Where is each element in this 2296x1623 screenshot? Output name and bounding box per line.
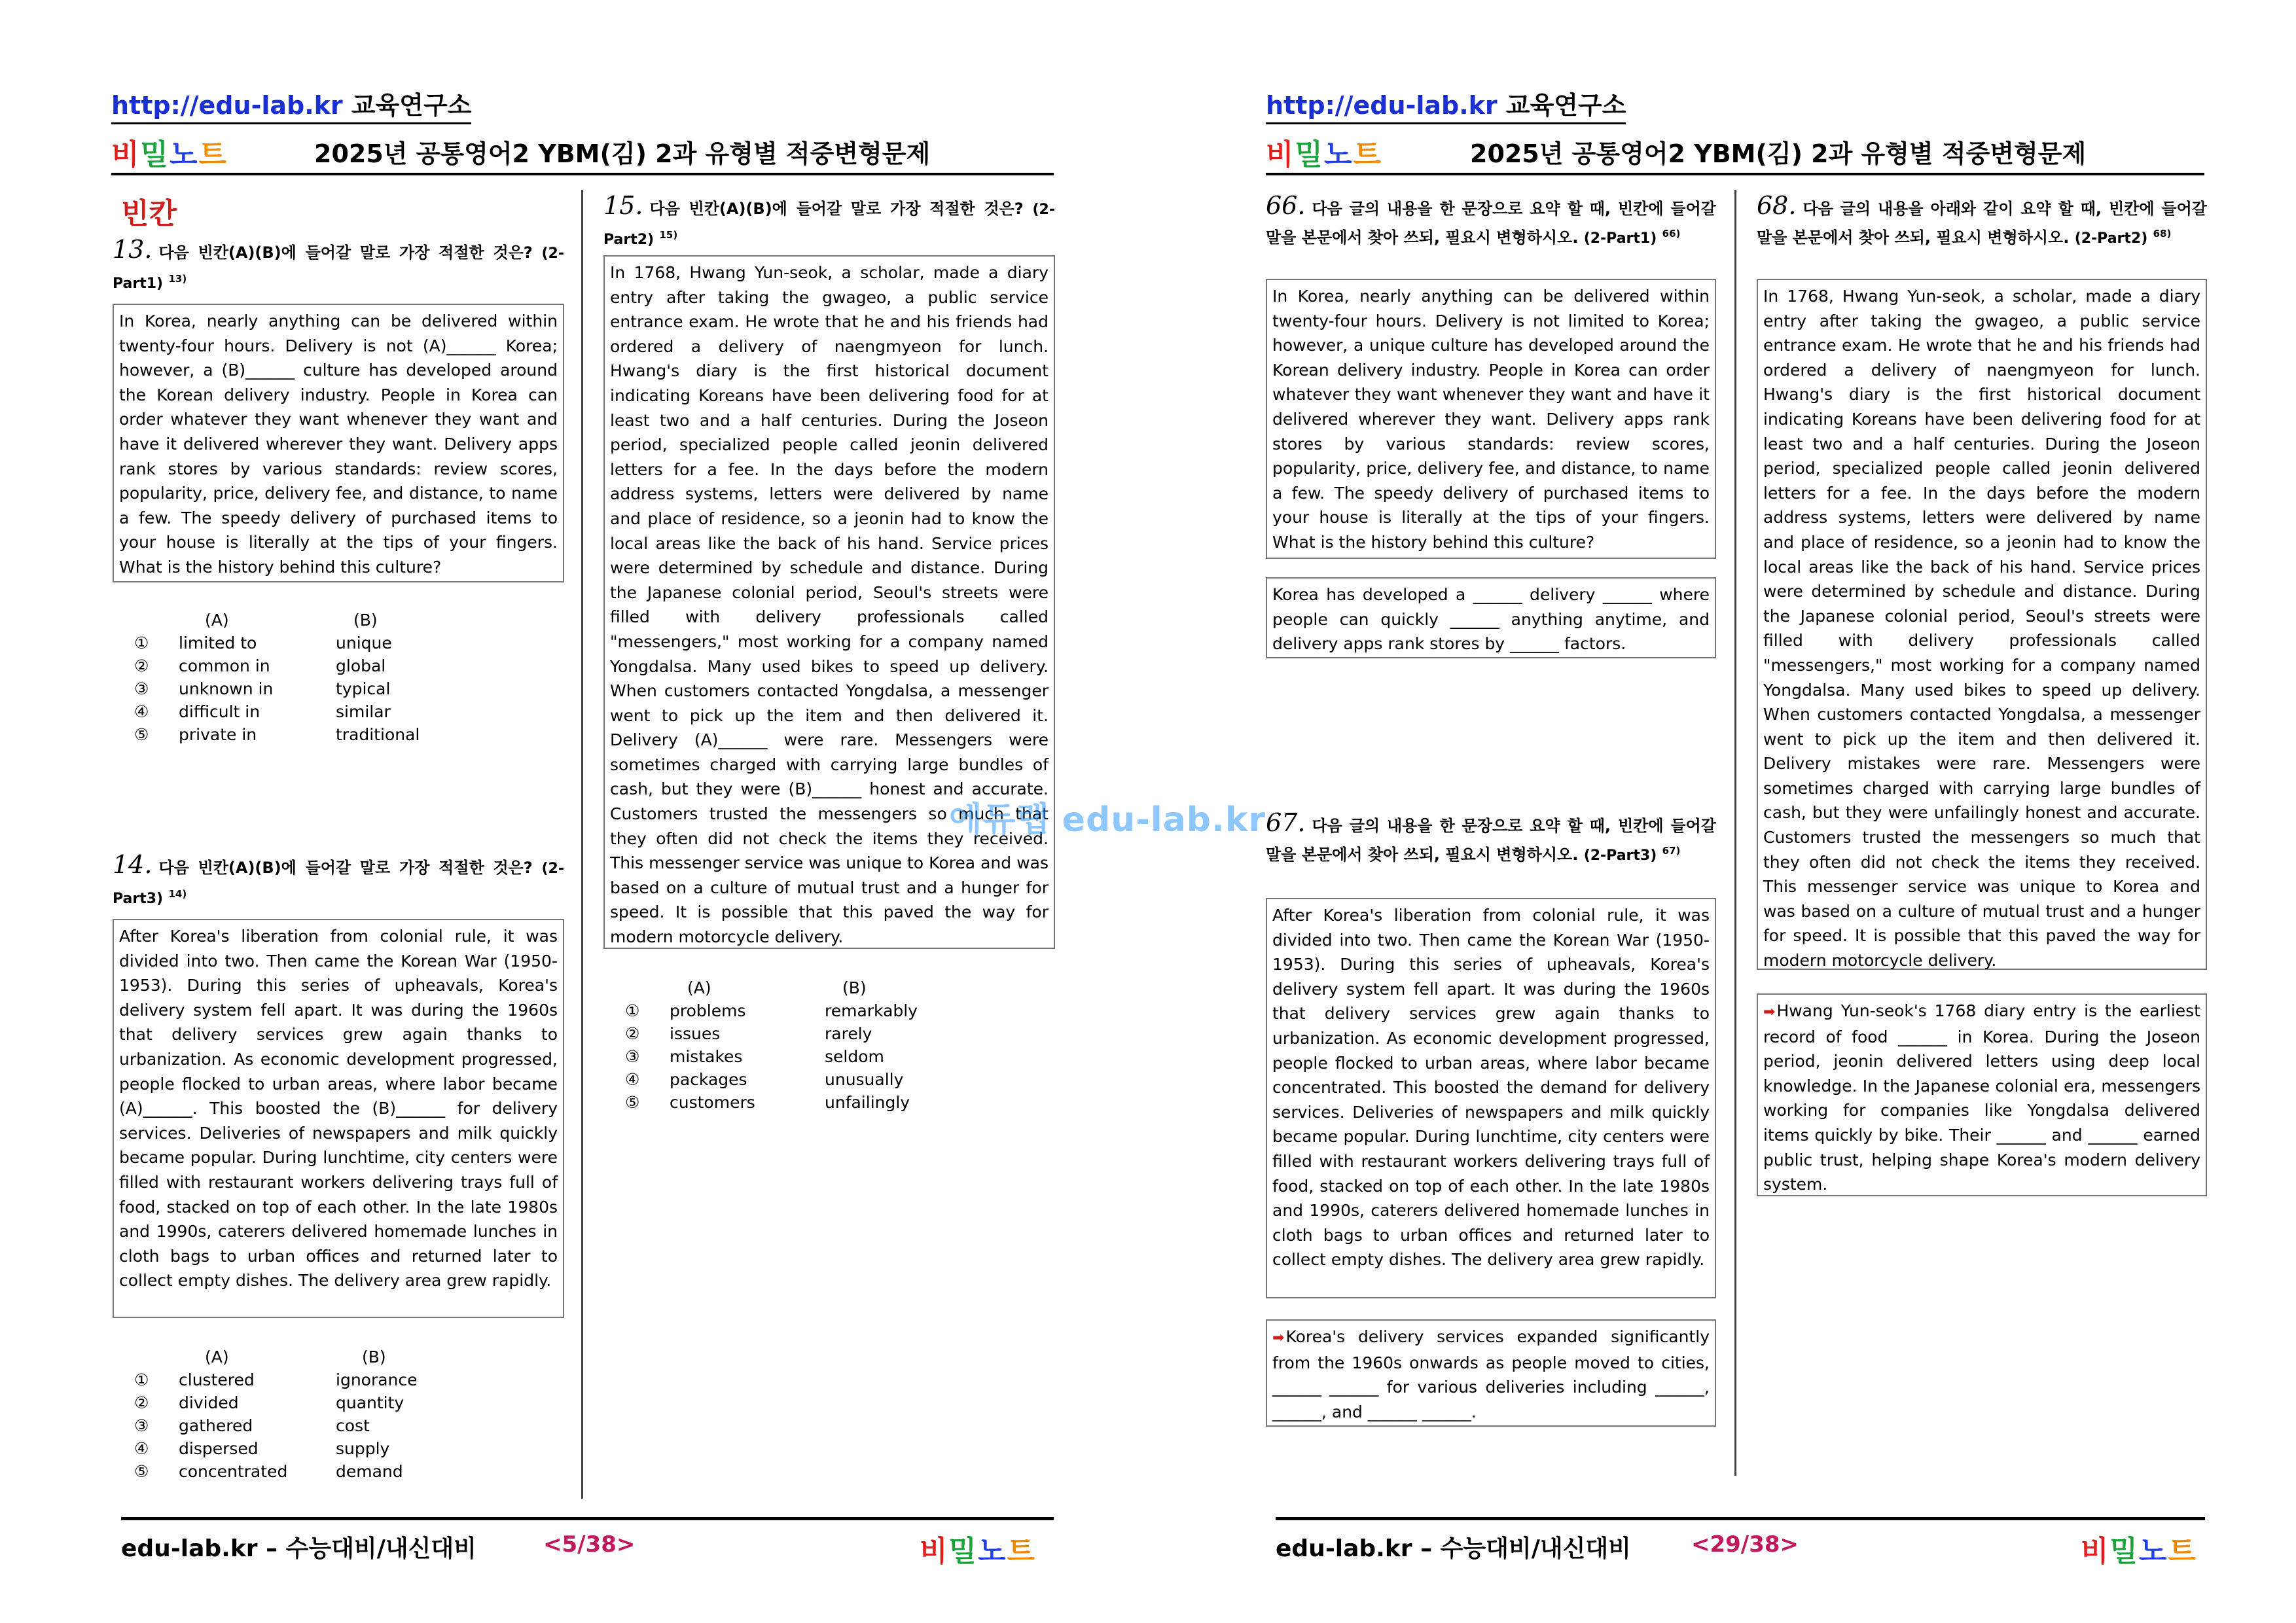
choice-marker[interactable]: ⑤ [134,725,149,744]
choice-option[interactable] [134,1414,527,1437]
column-divider [581,190,583,1499]
brand-char: 비 [111,138,141,171]
choice-header-a: (A) [687,978,711,997]
choice-marker[interactable]: ⑤ [625,1093,640,1112]
question-68-heading [1757,193,2207,251]
header-link[interactable] [1266,85,1626,124]
choice-b: typical [336,679,391,698]
page-number: <29/38> [1691,1531,1799,1558]
header-url-suffix: 교육연구소 [351,91,472,120]
choice-b: supply [336,1439,390,1458]
choice-marker[interactable]: ⑤ [134,1462,149,1481]
header-title: 2025년 공통영어2 YBM(김) 2과 유형별 적중변형문제 [314,139,931,168]
choice-a: difficult in [179,702,260,721]
choice-a: issues [670,1024,721,1043]
footnote-ref: 68) [2153,228,2172,240]
question-prompt: 다음 글의 내용을 한 문장으로 요약 할 때, 빈칸에 들어갈 말을 본문에서 찾아 쓰되, 필요시 변형하시오. [1266,200,1716,247]
page-number: <5/38> [543,1531,636,1558]
question-source: (2-Part3) [113,861,564,907]
question-source: (2-Part3) [1583,847,1657,864]
choice-a: divided [179,1393,239,1412]
arrow-right-icon: ➡ [1763,1004,1776,1020]
question-15-passage: In 1768, Hwang Yun-seok, a scholar, made a diary entry after taking the gwageo, a public service entrance exam. He wrote that he and his friends had ordered a delivery of naengmyeon for lunch. Hwang's diary is the first historical document indicating Koreans have been delivering food for at least two and a half centuries. During the Joseon period, specialized people called jeonin delivered letters for a fee. In the days before the modern address systems, letters were delivered by name and place of residence, so a jeonin had to know the local areas like the back of his hand. Service prices were determined by schedule and distance. During the Japanese colonial period, Seoul's streets were filled with delivery professionals called "messengers," most working for a company named Yongdalsa. Many used bikes to speed up delivery. When customers contacted Yongdalsa, a messenger went to pick up the item and then delivered it. Delivery (A)______ were rare. Messengers were sometimes charged with carrying large bundles of cash, but they were (B)______ honest and accurate. Customers trusted the messengers so much that they often did not check the items they received. This messenger service was unique to Korea and was based on a culture of mutual trust and a hunger for speed. It is possible that this paved the way for modern motorcycle delivery. [603,255,1055,949]
question-prompt: 다음 빈칸(A)(B)에 들어갈 말로 가장 적절한 것은? [649,200,1024,218]
question-source: (2-Part1) [1583,230,1657,247]
choice-b: quantity [336,1393,404,1412]
brand-char: 비 [920,1535,949,1568]
choice-marker[interactable]: ④ [625,1070,640,1089]
question-source: (2-Part2) [2074,230,2148,247]
brand-char: 밀 [2109,1535,2140,1568]
footer-site: edu-lab.kr – 수능대비/내신대비 [1276,1535,1631,1562]
header-link[interactable] [111,85,471,124]
choice-b: rarely [825,1024,872,1043]
question-source: (2-Part1) [113,245,564,292]
choice-marker[interactable]: ③ [134,679,149,698]
question-prompt: 다음 글의 내용을 한 문장으로 요약 할 때, 빈칸에 들어갈 말을 본문에서 찾아 쓰되, 필요시 변형하시오. [1266,817,1716,864]
choice-option[interactable] [134,700,527,723]
brand-logo [1266,131,1382,173]
question-13-passage: In Korea, nearly anything can be delivered within twenty-four hours. Delivery is not (A)______ Korea; however, a (B)______ culture has developed around the Korean delivery industry. People in Korea can order whatever they want whenever they want and have it delivered wherever they want. Delivery apps rank stores by various standards: review scores, popularity, price, delivery fee, and distance, to name a few. The speedy delivery of purchased items to your house is literally at the tips of your fingers. What is the history behind this culture? [113,304,564,582]
choice-marker[interactable]: ② [625,1024,640,1043]
brand-char: 트 [1007,1535,1037,1568]
choice-b: unusually [825,1070,904,1089]
brand-char: 밀 [140,138,170,171]
brand-char: 트 [1353,138,1383,171]
choice-b: global [336,656,386,675]
footnote-ref: 67) [1662,845,1681,857]
choice-option[interactable] [625,1045,1018,1068]
choice-b: unfailingly [825,1093,910,1112]
question-67-heading [1266,810,1716,868]
choice-option[interactable] [134,1368,527,1391]
choice-marker[interactable]: ① [625,1001,640,1020]
choice-option[interactable] [625,1091,1018,1114]
question-number: 68. [1757,191,1797,220]
brand-logo [111,131,228,173]
header-url-suffix: 교육연구소 [1505,91,1626,120]
choice-marker[interactable]: ② [134,656,149,675]
column-divider [1734,190,1736,1476]
question-67-summary[interactable] [1266,1319,1716,1427]
question-66-heading [1266,193,1716,251]
brand-char: 비 [2081,1535,2110,1568]
choice-b: traditional [336,725,420,744]
choice-b: remarkably [825,1001,918,1020]
header-rule [111,173,1054,175]
choice-marker[interactable]: ③ [134,1416,149,1435]
choice-option[interactable] [625,1022,1018,1045]
choice-header-b: (B) [362,1347,386,1366]
choice-a: concentrated [179,1462,288,1481]
choice-option[interactable] [625,999,1018,1022]
brand-char: 트 [198,138,228,171]
footer-rule [1276,1517,2205,1520]
question-number: 15. [603,191,643,220]
choice-marker[interactable]: ③ [625,1047,640,1066]
choice-option[interactable] [134,677,527,700]
choice-marker[interactable]: ② [134,1393,149,1412]
header-url[interactable]: http://edu-lab.kr [111,91,343,120]
question-prompt: 다음 빈칸(A)(B)에 들어갈 말로 가장 적절한 것은? [158,859,533,877]
choice-option[interactable] [134,632,527,654]
brand-char: 밀 [948,1535,978,1568]
choice-a: clustered [179,1370,255,1389]
choice-a: mistakes [670,1047,743,1066]
footer-brand-logo [2081,1527,2197,1569]
choice-a: private in [179,725,257,744]
choice-header-a: (A) [205,611,229,630]
choice-b: similar [336,702,391,721]
question-15-choices [625,976,1018,1114]
question-13-choices [134,609,527,746]
brand-char: 노 [2139,1535,2168,1568]
choice-a: customers [670,1093,755,1112]
choice-option[interactable] [134,723,527,746]
question-66-passage: In Korea, nearly anything can be delivered within twenty-four hours. Delivery is not limited to Korea; however, a unique culture has developed around the Korean delivery industry. People in Korea can order whatever they want whenever they want and have it delivered wherever they want. Delivery apps rank stores by various standards: review scores, popularity, price, delivery fee, and distance, to name a few. The speedy delivery of purchased items to your house is literally at the tips of your fingers. What is the history behind this culture? [1266,279,1716,559]
choice-option[interactable] [134,1391,527,1414]
choice-b: demand [336,1462,403,1481]
brand-char: 노 [170,138,199,171]
choice-b: ignorance [336,1370,418,1389]
choice-a: dispersed [179,1439,259,1458]
footer-site: edu-lab.kr – 수능대비/내신대비 [121,1535,476,1562]
footnote-ref: 15) [659,229,678,241]
choice-header-a: (A) [205,1347,229,1366]
section-label: 빈칸 [121,197,177,230]
page-29 [1148,0,2296,1623]
summary-text: Hwang Yun-seok's 1768 diary entry is the earliest record of food ______ in Korea. During the Joseon period, jeonin delivered letters using deep local knowledge. In the Japanese colonial era, messengers working for companies like Yongdalsa delivered items quickly by bike. Their ______ and ______ earned public trust, helping shape Korea's modern delivery system. [1763,1001,2200,1194]
choice-marker[interactable]: ① [134,633,149,652]
question-14-choices [134,1346,527,1483]
choice-b: cost [336,1416,370,1435]
question-number: 67. [1266,808,1306,837]
choice-marker[interactable]: ① [134,1370,149,1389]
footer-rule [121,1517,1054,1520]
choice-a: common in [179,656,270,675]
question-68-summary[interactable] [1757,993,2207,1196]
header-url[interactable]: http://edu-lab.kr [1266,91,1498,120]
choice-marker[interactable]: ④ [134,1439,149,1458]
question-number: 66. [1266,191,1306,220]
question-number: 14. [113,850,152,879]
watermark: 에듀랩 edu-lab.kr [949,800,1266,840]
brand-char: 비 [1266,138,1295,171]
question-prompt: 다음 글의 내용을 아래와 같이 요약 할 때, 빈칸에 들어갈 말을 본문에서 찾아 쓰되, 필요시 변형하시오. [1757,200,2207,247]
summary-text: Korea's delivery services expanded significantly from the 1960s onwards as people moved to cities, ______ ______ for various deliveries including ______, ______, and ______ ______. [1272,1327,1710,1421]
brand-char: 밀 [1295,138,1325,171]
choice-option[interactable] [134,1460,527,1483]
question-number: 13. [113,235,152,264]
choice-a: limited to [179,633,257,652]
question-67-passage: After Korea's liberation from colonial rule, it was divided into two. Then came the Korean War (1950- 1953). During this series of upheavals, Korea's delivery system fell apart. It was during the 1960s that delivery services grew again thanks to urbanization. As economic development progressed, people flocked to urban areas, where labor became concentrated. This boosted the demand for delivery services. Deliveries of newspapers and milk quickly became popular. During lunchtime, city centers were filled with restaurant workers delivering trays full of food, stacked on top of each other. In the late 1980s and 1990s, caterers delivered homemade lunches in cloth bags to urban offices and returned later to collect empty dishes. The delivery area grew rapidly. [1266,898,1716,1298]
question-15-heading [603,193,1055,253]
footnote-ref: 14) [168,888,187,900]
brand-char: 노 [978,1535,1007,1568]
choice-a: packages [670,1070,747,1089]
choice-marker[interactable]: ④ [134,702,149,721]
brand-char: 노 [1324,138,1354,171]
brand-char: 트 [2168,1535,2198,1568]
question-source: (2-Part2) [603,202,1055,248]
question-14-passage: After Korea's liberation from colonial rule, it was divided into two. Then came the Korean War (1950- 1953). During this series of upheavals, Korea's delivery system fell apart. It was during the 1960s that delivery services grew again thanks to urbanization. As economic development progressed, people flocked to urban areas, where labor became (A)______. This boosted the (B)______ for delivery services. Deliveries of newspapers and milk quickly became popular. During lunchtime, city centers were filled with restaurant workers delivering trays full of food, stacked on top of each other. In the late 1980s and 1990s, caterers delivered homemade lunches in cloth bags to urban offices and returned later to collect empty dishes. The delivery area grew rapidly. [113,919,564,1318]
choice-header-b: (B) [842,978,867,997]
question-prompt: 다음 빈칸(A)(B)에 들어갈 말로 가장 적절한 것은? [158,243,533,262]
footnote-ref: 66) [1662,228,1681,240]
footnote-ref: 13) [168,273,187,285]
choice-a: unknown in [179,679,274,698]
choice-option[interactable] [134,654,527,677]
choice-option[interactable] [625,1068,1018,1091]
choice-option[interactable] [134,1437,527,1460]
question-68-passage: In 1768, Hwang Yun-seok, a scholar, made a diary entry after taking the gwageo, a public service entrance exam. He wrote that he and his friends had ordered a delivery of naengmyeon for lunch. Hwang's diary is the first historical document indicating Koreans have been delivering food for at least two and a half centuries. During the Joseon period, specialized people called jeonin delivered letters for a fee. In the days before the modern address systems, letters were delivered by name and place of residence, so a jeonin had to know the local areas like the back of his hand. Service prices were determined by schedule and distance. During the Japanese colonial period, Seoul's streets were filled with delivery professionals called "messengers," most working for a company named Yongdalsa. Many used bikes to speed up delivery. When customers contacted Yongdalsa, a messenger went to pick up the item and then delivered it. Delivery mistakes were rare. Messengers were sometimes charged with carrying large bundles of cash, but they were unfailingly honest and accurate. Customers trusted the messengers so much that they often did not check the items they received. This messenger service was unique to Korea and was based on a culture of mutual trust and a hunger for speed. It is possible that this paved the way for modern motorcycle delivery. [1757,279,2207,970]
choice-a: problems [670,1001,746,1020]
header-rule [1266,173,2204,175]
header-title: 2025년 공통영어2 YBM(김) 2과 유형별 적중변형문제 [1470,139,2087,168]
arrow-right-icon: ➡ [1272,1330,1285,1346]
choice-a: gathered [179,1416,253,1435]
question-66-summary[interactable]: Korea has developed a ______ delivery ______ where people can quickly ______ anything anytime, and delivery apps rank stores by ______ factors. [1266,577,1716,658]
choice-header-b: (B) [353,611,378,630]
choice-b: unique [336,633,392,652]
footer-brand-logo [920,1527,1036,1569]
choice-b: seldom [825,1047,884,1066]
question-14-heading [113,852,564,912]
question-13-heading [113,237,564,296]
